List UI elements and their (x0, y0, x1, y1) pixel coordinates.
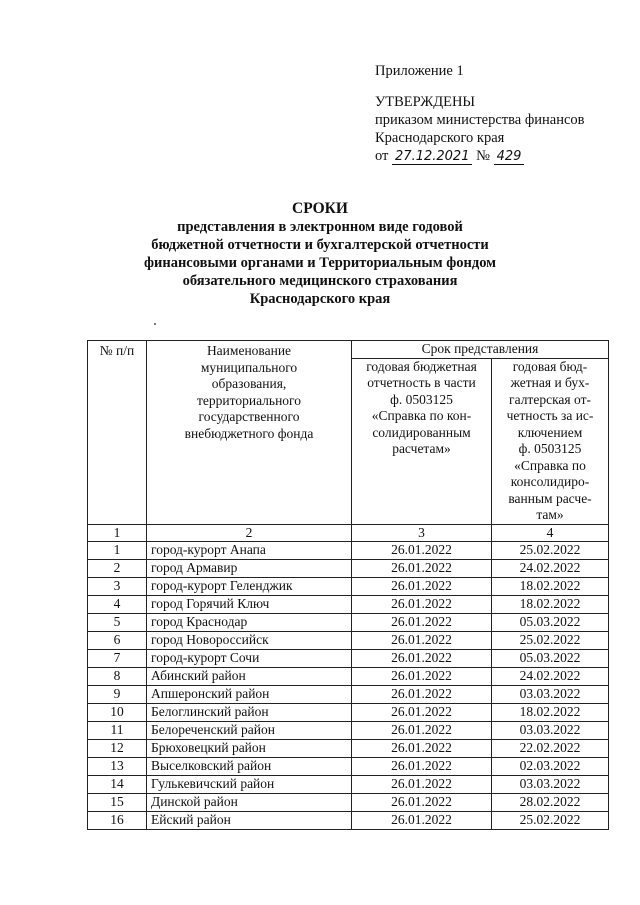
row-number: 15 (88, 794, 147, 812)
budget-report-deadline: 26.01.2022 (352, 668, 492, 686)
column-number-row (88, 524, 609, 542)
budget-report-deadline: 26.01.2022 (352, 704, 492, 722)
budget-report-deadline: 26.01.2022 (352, 614, 492, 632)
title-line-5: Краснодарского края (249, 291, 391, 307)
row-number: 6 (88, 632, 147, 650)
accounting-report-deadline: 24.02.2022 (492, 668, 609, 686)
order-line-1: приказом министерства финансов (375, 112, 585, 128)
municipality-name: город-курорт Геленджик (147, 578, 352, 596)
accounting-report-deadline: 28.02.2022 (492, 794, 609, 812)
table-row (88, 722, 609, 740)
budget-report-deadline: 26.01.2022 (352, 794, 492, 812)
row-number: 7 (88, 650, 147, 668)
deadlines-table (87, 340, 609, 830)
order-line-2: Краснодарского края (375, 130, 505, 146)
municipality-name: Гулькевичский район (147, 776, 352, 794)
table-row (88, 614, 609, 632)
municipality-name: город-курорт Анапа (147, 542, 352, 560)
table-row (88, 578, 609, 596)
accounting-report-deadline: 03.03.2022 (492, 722, 609, 740)
municipality-name: город Новороссийск (147, 632, 352, 650)
municipality-name: Абинский район (147, 668, 352, 686)
approval-block (375, 62, 585, 165)
municipality-name: Апшеронский район (147, 686, 352, 704)
column-number: 1 (88, 524, 147, 542)
accounting-report-deadline: 18.02.2022 (492, 578, 609, 596)
table-row (88, 560, 609, 578)
accounting-report-deadline: 25.02.2022 (492, 812, 609, 830)
table-row (88, 794, 609, 812)
table-row (88, 740, 609, 758)
table-row (88, 776, 609, 794)
scan-speck (154, 323, 156, 325)
document-title (0, 200, 640, 308)
header-budget-report: годовая бюджетная отчетность в части ф. 0503125 «Справка по кон- солидированным расчетам» (352, 358, 492, 524)
municipality-name: Выселковский район (147, 758, 352, 776)
accounting-report-deadline: 25.02.2022 (492, 632, 609, 650)
accounting-report-deadline: 03.03.2022 (492, 776, 609, 794)
budget-report-deadline: 26.01.2022 (352, 758, 492, 776)
table-row (88, 812, 609, 830)
row-number: 3 (88, 578, 147, 596)
table-row (88, 542, 609, 560)
column-number: 3 (352, 524, 492, 542)
table-row (88, 668, 609, 686)
header-num: № п/п (88, 341, 147, 525)
budget-report-deadline: 26.01.2022 (352, 740, 492, 758)
row-number: 14 (88, 776, 147, 794)
accounting-report-deadline: 05.03.2022 (492, 614, 609, 632)
municipality-name: город Армавир (147, 560, 352, 578)
budget-report-deadline: 26.01.2022 (352, 632, 492, 650)
title-line-1: представления в электронном виде годовой (177, 219, 463, 235)
table-row (88, 704, 609, 722)
row-number: 2 (88, 560, 147, 578)
accounting-report-deadline: 02.03.2022 (492, 758, 609, 776)
row-number: 4 (88, 596, 147, 614)
municipality-name: Динской район (147, 794, 352, 812)
budget-report-deadline: 26.01.2022 (352, 596, 492, 614)
municipality-name: Брюховецкий район (147, 740, 352, 758)
appendix-label: Приложение 1 (375, 63, 464, 79)
title-main: СРОКИ (292, 200, 348, 217)
column-number: 2 (147, 524, 352, 542)
row-number: 16 (88, 812, 147, 830)
accounting-report-deadline: 22.02.2022 (492, 740, 609, 758)
municipality-name: город-курорт Сочи (147, 650, 352, 668)
municipality-name: Ейский район (147, 812, 352, 830)
accounting-report-deadline: 03.03.2022 (492, 686, 609, 704)
budget-report-deadline: 26.01.2022 (352, 578, 492, 596)
table-row (88, 650, 609, 668)
municipality-name: город Горячий Ключ (147, 596, 352, 614)
row-number: 8 (88, 668, 147, 686)
column-number: 4 (492, 524, 609, 542)
row-number: 1 (88, 542, 147, 560)
number-prefix: № (476, 148, 490, 164)
budget-report-deadline: 26.01.2022 (352, 542, 492, 560)
header-name: Наименование муниципального образования, территориального государственного внебюджетного фонда (147, 341, 352, 525)
budget-report-deadline: 26.01.2022 (352, 776, 492, 794)
budget-report-deadline: 26.01.2022 (352, 722, 492, 740)
date-prefix: от (375, 148, 389, 164)
row-number: 12 (88, 740, 147, 758)
accounting-report-deadline: 18.02.2022 (492, 596, 609, 614)
budget-report-deadline: 26.01.2022 (352, 650, 492, 668)
order-date: 27.12.2021 (392, 149, 472, 165)
table-row (88, 596, 609, 614)
table-row (88, 758, 609, 776)
title-line-4: обязательного медицинского страхования (182, 273, 458, 289)
header-period: Срок представления (352, 341, 609, 359)
title-line-2: бюджетной отчетности и бухгалтерской отчетности (151, 237, 489, 253)
header-accounting-report: годовая бюд- жетная и бух- галтерская от- четность за ис- ключением ф. 0503125 «Справка по консолидиро- ванным расче- там» (492, 358, 609, 524)
accounting-report-deadline: 24.02.2022 (492, 560, 609, 578)
municipality-name: Белореченский район (147, 722, 352, 740)
row-number: 13 (88, 758, 147, 776)
table-row (88, 632, 609, 650)
table-row (88, 686, 609, 704)
row-number: 5 (88, 614, 147, 632)
row-number: 10 (88, 704, 147, 722)
title-line-3: финансовыми органами и Территориальным фондом (143, 255, 497, 271)
budget-report-deadline: 26.01.2022 (352, 560, 492, 578)
municipality-name: Белоглинский район (147, 704, 352, 722)
order-number: 429 (494, 149, 525, 165)
municipality-name: город Краснодар (147, 614, 352, 632)
accounting-report-deadline: 05.03.2022 (492, 650, 609, 668)
row-number: 11 (88, 722, 147, 740)
table-body (88, 542, 609, 830)
budget-report-deadline: 26.01.2022 (352, 686, 492, 704)
accounting-report-deadline: 25.02.2022 (492, 542, 609, 560)
budget-report-deadline: 26.01.2022 (352, 812, 492, 830)
order-date-line (375, 147, 585, 165)
approved-label: УТВЕРЖДЕНЫ (375, 94, 476, 110)
row-number: 9 (88, 686, 147, 704)
accounting-report-deadline: 18.02.2022 (492, 704, 609, 722)
